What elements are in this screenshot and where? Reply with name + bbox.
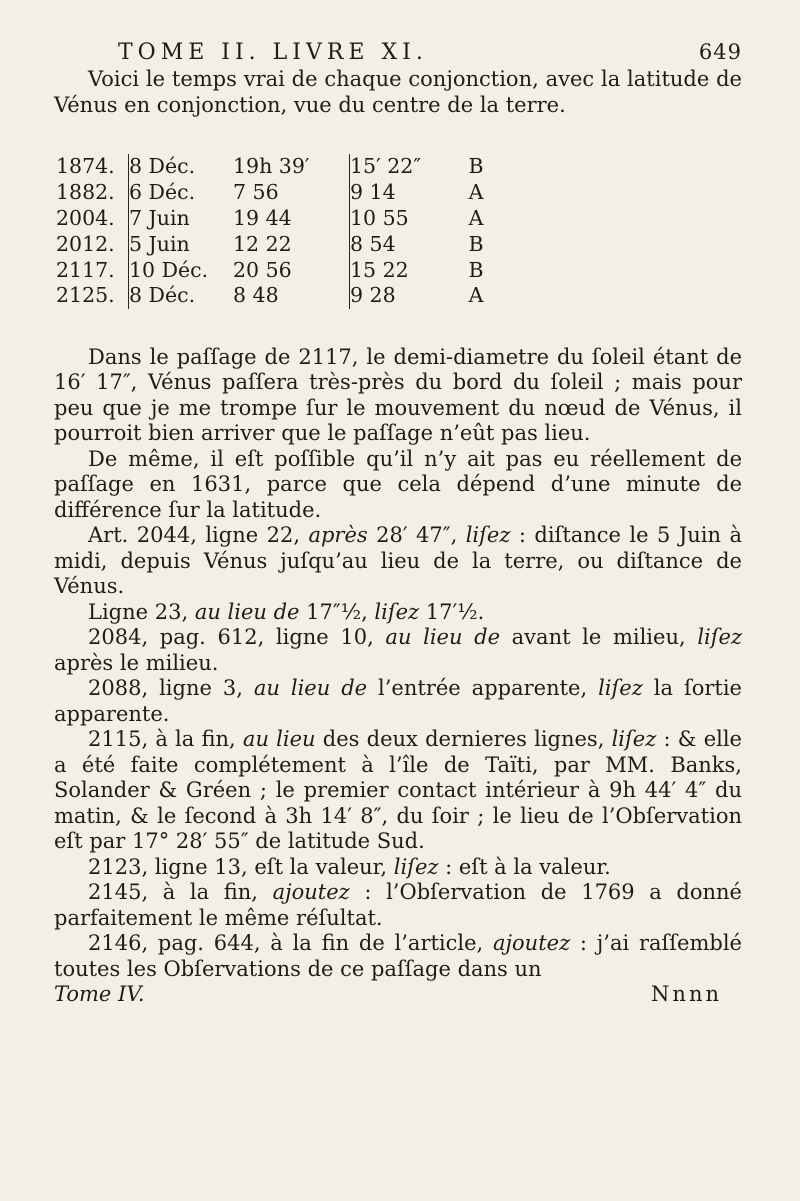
- erratum-text: 2084, pag. 612, ligne 10,: [88, 625, 386, 650]
- erratum-text: : j’ai raſſemblé toutes les Obſervations de ce paſſage dans un: [54, 931, 742, 981]
- erratum-italic: au lieu: [242, 727, 316, 752]
- erratum-entry: [54, 880, 742, 931]
- erratum-italic: ajoutez: [493, 931, 571, 956]
- erratum-text: 2145, à la fin,: [88, 880, 273, 905]
- erratum-text: la ſortie apparente.: [54, 676, 742, 726]
- page-footer: [54, 982, 742, 1008]
- erratum-text: avant le milieu,: [500, 625, 698, 650]
- date-cell: 8 Déc.: [129, 283, 234, 309]
- body-text: [54, 345, 742, 983]
- erratum-italic: au lieu de: [194, 599, 300, 624]
- duration-cell: 9 28: [350, 283, 457, 309]
- erratum-text: 17″½,: [299, 599, 375, 624]
- signature-mark: Nnnn: [651, 982, 722, 1007]
- erratum-text: 17′½.: [419, 599, 485, 624]
- erratum-italic: liſez: [611, 727, 657, 752]
- table-row: [56, 154, 496, 180]
- code-cell: A: [468, 180, 484, 205]
- code-cell: B: [468, 154, 484, 179]
- erratum-text: l’entrée apparente,: [367, 676, 599, 701]
- date-cell: 6 Déc.: [129, 180, 234, 206]
- code-cell: B: [468, 257, 484, 282]
- erratum-entry: [54, 600, 742, 626]
- table-row: [56, 206, 496, 232]
- erratum-italic: liſez: [374, 599, 420, 624]
- duration-cell: 15′ 22″: [350, 154, 457, 180]
- duration-cell: 8 54: [350, 231, 457, 257]
- erratum-text: : diſtance le 5 Juin à midi, depuis Vénus juſqu’au lieu de la terre, ou diſtance de Vénus.: [54, 523, 742, 599]
- erratum-entry: [54, 931, 742, 982]
- erratum-entry: [54, 676, 742, 727]
- erratum-italic: ajoutez: [272, 880, 350, 905]
- erratum-italic: après: [308, 523, 368, 548]
- erratum-text: Art. 2044, ligne 22,: [88, 523, 309, 548]
- table-row: [56, 180, 496, 206]
- table-row: [56, 257, 496, 283]
- erratum-italic: au lieu de: [385, 625, 501, 650]
- erratum-italic: liſez: [598, 676, 643, 701]
- paragraph: Dans le paſſage de 2117, le demi-diametre du ſoleil étant de 16′ 17″, Vénus paſſera très-près du bord du ſoleil ; mais pour peu que je me trompe ſur le mouvement du nœud de Vénus, il pourroit bien arriver que le paſſage n’eût pas lieu.: [54, 344, 742, 446]
- date-cell: 5 Juin: [129, 231, 234, 257]
- erratum-italic: liſez: [465, 523, 511, 548]
- year-cell: 2012.: [56, 231, 115, 256]
- intro-paragraph: Voici le temps vrai de chaque conjonction, avec la latitude de Vénus en conjonction, vue du centre de la terre.: [54, 67, 742, 117]
- time-cell: 19 44: [233, 205, 292, 230]
- duration-cell: 10 55: [350, 206, 457, 232]
- year-cell: 2125.: [56, 283, 115, 308]
- erratum-text: des deux dernieres lignes,: [315, 727, 612, 752]
- erratum-text: après le milieu.: [54, 650, 219, 675]
- erratum-entry: [54, 625, 742, 676]
- year-cell: 2117.: [56, 257, 115, 282]
- time-cell: 20 56: [233, 257, 292, 282]
- volume-label: Tome IV.: [54, 982, 145, 1007]
- erratum-entry: [54, 727, 742, 855]
- conjunction-table: [56, 154, 496, 309]
- paragraph: De même, il eſt poſſible qu’il n’y ait pas eu réellement de paſſage en 1631, parce que cela dépend d’une minute de différence ſur la latitude.: [54, 446, 742, 522]
- date-cell: 8 Déc.: [129, 154, 234, 180]
- erratum-text: 28′ 47″,: [367, 523, 466, 548]
- duration-cell: 15 22: [350, 257, 457, 283]
- erratum-text: Ligne 23,: [88, 599, 195, 624]
- time-cell: 8 48: [233, 283, 279, 308]
- erratum-italic: liſez: [697, 625, 743, 650]
- erratum-entry: [54, 855, 742, 881]
- erratum-italic: liſez: [393, 854, 439, 879]
- year-cell: 1882.: [56, 180, 115, 205]
- year-cell: 1874.: [56, 154, 115, 179]
- erratum-text: 2088, ligne 3,: [88, 676, 254, 701]
- date-cell: 10 Déc.: [129, 257, 234, 283]
- time-cell: 12 22: [233, 231, 292, 256]
- erratum-text: 2123, ligne 13, eſt la valeur,: [88, 854, 394, 879]
- running-header: [118, 40, 742, 65]
- table-row: [56, 231, 496, 257]
- erratum-text: : & elle a été faite complétement à l’île de Taïti, par MM. Banks, Solander & Gréen ; le premier contact intérieur à 9h 44′ 4″ du matin, & le ſecond à 3h 14′ 8″, du ſoir ; le lieu de l’Obſervation eſt par 17° 28′ 55″ de latitude Sud.: [54, 727, 742, 854]
- page-number: 649: [698, 40, 742, 64]
- duration-cell: 9 14: [350, 180, 457, 206]
- running-title: TOME II. LIVRE XI.: [118, 40, 428, 65]
- code-cell: B: [468, 231, 484, 256]
- erratum-text: 2146, pag. 644, à la fin de l’article,: [88, 931, 493, 956]
- code-cell: A: [468, 283, 484, 308]
- erratum-text: 2115, à la fin,: [88, 727, 243, 752]
- erratum-text: : l’Obſervation de 1769 a donné parfaitement le même réſultat.: [54, 880, 742, 930]
- erratum-italic: au lieu de: [253, 676, 368, 701]
- year-cell: 2004.: [56, 205, 115, 230]
- date-cell: 7 Juin: [129, 206, 234, 232]
- table-row: [56, 283, 496, 309]
- erratum-text: : eſt à la valeur.: [438, 854, 611, 879]
- time-cell: 7 56: [233, 180, 279, 205]
- time-cell: 19h 39′: [233, 154, 310, 179]
- code-cell: A: [468, 205, 484, 230]
- erratum-entry: [54, 523, 742, 600]
